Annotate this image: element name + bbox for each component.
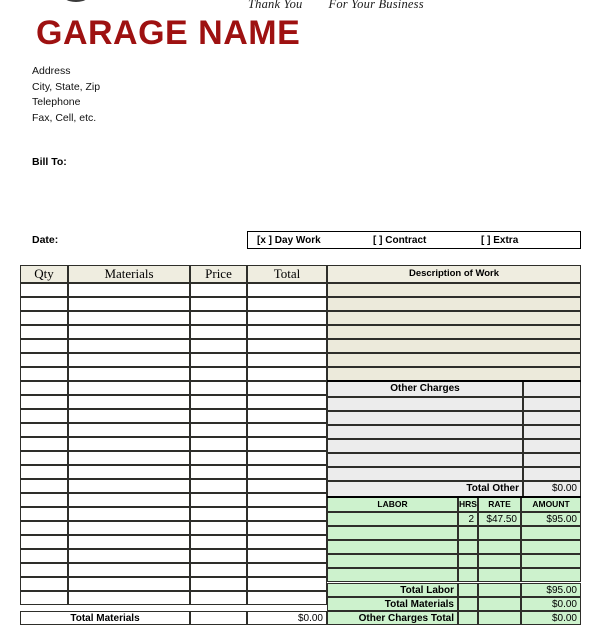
labor-rate-cell[interactable] — [478, 540, 521, 554]
left-total-materials-price-cell — [190, 611, 247, 625]
rate-column-header: RATE — [478, 497, 521, 512]
body-cell-qty[interactable] — [20, 465, 68, 479]
contract-checkbox[interactable]: [ ] — [373, 235, 383, 246]
tagline-right: For Your Business — [328, 0, 424, 11]
body-cell-price[interactable] — [190, 353, 247, 367]
body-cell-total[interactable] — [247, 451, 327, 465]
address-block — [32, 64, 100, 126]
date-label: Date: — [32, 234, 59, 246]
body-cell-price[interactable] — [190, 325, 247, 339]
body-cell-total[interactable] — [247, 521, 327, 535]
body-cell-price[interactable] — [190, 591, 247, 605]
body-cell-qty[interactable] — [20, 297, 68, 311]
body-cell-total[interactable] — [247, 493, 327, 507]
body-cell-price[interactable] — [190, 339, 247, 353]
left-total-materials-value: $0.00 — [247, 611, 327, 625]
left-total-materials-label: Total Materials — [20, 611, 190, 625]
labor-hrs-cell[interactable] — [458, 568, 478, 582]
body-cell-price[interactable] — [190, 437, 247, 451]
amount-column-header: AMOUNT — [521, 497, 581, 512]
body-cell-materials[interactable] — [68, 493, 190, 507]
other-charges-title: Other Charges — [327, 381, 523, 397]
total-materials-rate-cell — [478, 597, 521, 611]
other-charges-desc-cell[interactable] — [327, 439, 523, 453]
labor-hrs-cell[interactable] — [458, 540, 478, 554]
labor-hrs-cell[interactable] — [458, 526, 478, 540]
body-cell-price[interactable] — [190, 563, 247, 577]
body-cell-qty[interactable] — [20, 437, 68, 451]
body-cell-price[interactable] — [190, 451, 247, 465]
body-cell-total[interactable] — [247, 465, 327, 479]
body-cell-qty[interactable] — [20, 577, 68, 591]
body-cell-materials[interactable] — [68, 577, 190, 591]
body-cell-qty[interactable] — [20, 353, 68, 367]
body-cell-qty[interactable] — [20, 409, 68, 423]
body-cell-qty[interactable] — [20, 563, 68, 577]
other-charges-amount-cell[interactable] — [523, 397, 581, 411]
body-cell-total[interactable] — [247, 367, 327, 381]
labor-rate-cell[interactable] — [478, 554, 521, 568]
description-cell[interactable] — [327, 353, 581, 367]
separator-other-charges — [327, 380, 581, 382]
body-cell-price[interactable] — [190, 521, 247, 535]
extra-checkbox[interactable]: [ ] — [481, 235, 491, 246]
body-cell-materials[interactable] — [68, 311, 190, 325]
body-cell-materials[interactable] — [68, 563, 190, 577]
other-charges-amount-cell[interactable] — [523, 411, 581, 425]
body-cell-total[interactable] — [247, 297, 327, 311]
description-cell[interactable] — [327, 311, 581, 325]
body-cell-materials[interactable] — [68, 479, 190, 493]
body-cell-materials[interactable] — [68, 395, 190, 409]
body-cell-price[interactable] — [190, 423, 247, 437]
total-other-label: Total Other — [327, 481, 523, 497]
body-cell-price[interactable] — [190, 311, 247, 325]
description-cell[interactable] — [327, 297, 581, 311]
thank-you-tagline — [248, 0, 578, 12]
total-labor-label: Total Labor — [327, 583, 458, 597]
body-cell-total[interactable] — [247, 283, 327, 297]
body-cell-total[interactable] — [247, 577, 327, 591]
labor-rate-cell[interactable] — [478, 568, 521, 582]
body-cell-qty[interactable] — [20, 325, 68, 339]
body-cell-materials[interactable] — [68, 339, 190, 353]
other-charges-amount-cell[interactable] — [523, 439, 581, 453]
body-cell-qty[interactable] — [20, 311, 68, 325]
labor-amount-cell[interactable] — [521, 540, 581, 554]
body-cell-price[interactable] — [190, 507, 247, 521]
bill-to-label: Bill To: — [32, 156, 67, 168]
day-work-label: Day Work — [274, 235, 321, 246]
body-cell-materials[interactable] — [68, 465, 190, 479]
labor-description-cell[interactable] — [327, 554, 458, 568]
body-cell-total[interactable] — [247, 311, 327, 325]
other-charges-desc-cell[interactable] — [327, 411, 523, 425]
labor-amount-cell[interactable] — [521, 526, 581, 540]
other-charges-total-rate-cell — [478, 611, 521, 625]
labor-amount-cell[interactable]: $95.00 — [521, 512, 581, 526]
body-cell-total[interactable] — [247, 423, 327, 437]
body-cell-qty[interactable] — [20, 381, 68, 395]
work-type-day-work[interactable] — [257, 235, 321, 246]
body-cell-materials[interactable] — [68, 325, 190, 339]
other-charges-amount-cell[interactable] — [523, 425, 581, 439]
body-cell-total[interactable] — [247, 549, 327, 563]
total-other-value: $0.00 — [523, 481, 581, 497]
work-type-extra[interactable] — [481, 235, 518, 246]
column-header-total: Total — [247, 265, 327, 283]
labor-amount-cell[interactable] — [521, 568, 581, 582]
address-line: Telephone — [32, 96, 81, 108]
other-charges-total-hrs-cell — [458, 611, 478, 625]
body-cell-materials[interactable] — [68, 423, 190, 437]
other-charges-desc-cell[interactable] — [327, 425, 523, 439]
labor-description-cell[interactable] — [327, 526, 458, 540]
body-cell-price[interactable] — [190, 367, 247, 381]
body-cell-total[interactable] — [247, 507, 327, 521]
body-cell-total[interactable] — [247, 535, 327, 549]
body-cell-qty[interactable] — [20, 549, 68, 563]
body-cell-qty[interactable] — [20, 535, 68, 549]
body-cell-materials[interactable] — [68, 549, 190, 563]
body-cell-qty[interactable] — [20, 395, 68, 409]
other-charges-amount-cell[interactable] — [523, 467, 581, 481]
body-cell-price[interactable] — [190, 297, 247, 311]
total-labor-value: $95.00 — [521, 583, 581, 597]
body-cell-price[interactable] — [190, 549, 247, 563]
body-cell-qty[interactable] — [20, 423, 68, 437]
body-cell-qty[interactable] — [20, 339, 68, 353]
body-cell-price[interactable] — [190, 465, 247, 479]
description-cell[interactable] — [327, 339, 581, 353]
total-labor-hrs-cell — [458, 583, 478, 597]
body-cell-materials[interactable] — [68, 353, 190, 367]
body-cell-materials[interactable] — [68, 409, 190, 423]
address-line: Address — [32, 65, 71, 77]
body-cell-total[interactable] — [247, 437, 327, 451]
column-header-description: Description of Work — [327, 265, 581, 283]
body-cell-qty[interactable] — [20, 591, 68, 605]
address-line: City, State, Zip — [32, 80, 101, 93]
body-cell-materials[interactable] — [68, 437, 190, 451]
body-cell-total[interactable] — [247, 395, 327, 409]
total-labor-rate-cell — [478, 583, 521, 597]
body-cell-materials[interactable] — [68, 591, 190, 605]
separator-labor — [327, 496, 581, 498]
body-cell-total[interactable] — [247, 325, 327, 339]
body-cell-materials[interactable] — [68, 507, 190, 521]
labor-hrs-cell[interactable]: 2 — [458, 512, 478, 526]
body-cell-price[interactable] — [190, 395, 247, 409]
body-cell-total[interactable] — [247, 339, 327, 353]
other-charges-desc-cell[interactable] — [327, 397, 523, 411]
labor-hrs-cell[interactable] — [458, 554, 478, 568]
garage-logo — [46, 0, 156, 14]
body-cell-qty[interactable] — [20, 367, 68, 381]
other-charges-amount-cell[interactable] — [523, 453, 581, 467]
description-cell[interactable] — [327, 283, 581, 297]
contract-label: Contract — [385, 235, 427, 246]
body-cell-total[interactable] — [247, 563, 327, 577]
tagline-left: Thank You — [248, 0, 303, 11]
description-cell[interactable] — [327, 367, 581, 381]
work-type-box — [247, 231, 581, 249]
body-cell-materials[interactable] — [68, 297, 190, 311]
body-cell-price[interactable] — [190, 479, 247, 493]
body-cell-price[interactable] — [190, 381, 247, 395]
labor-description-cell[interactable] — [327, 512, 458, 526]
labor-rate-cell[interactable] — [478, 526, 521, 540]
company-name: GARAGE NAME — [36, 14, 301, 52]
body-cell-price[interactable] — [190, 409, 247, 423]
body-cell-total[interactable] — [247, 591, 327, 605]
body-cell-qty[interactable] — [20, 283, 68, 297]
body-cell-price[interactable] — [190, 535, 247, 549]
body-cell-price[interactable] — [190, 577, 247, 591]
body-cell-materials[interactable] — [68, 381, 190, 395]
labor-column-header: LABOR — [327, 497, 458, 512]
body-cell-materials[interactable] — [68, 535, 190, 549]
body-cell-total[interactable] — [247, 353, 327, 367]
body-cell-qty[interactable] — [20, 521, 68, 535]
address-line: Fax, Cell, etc. — [32, 111, 97, 124]
other-charges-total-value: $0.00 — [521, 611, 581, 625]
body-cell-total[interactable] — [247, 409, 327, 423]
column-header-materials: Materials — [68, 265, 190, 283]
invoice-table — [20, 265, 581, 624]
other-charges-desc-cell[interactable] — [327, 453, 523, 467]
day-work-checkbox[interactable]: [x ] — [257, 235, 272, 246]
extra-label: Extra — [493, 235, 519, 246]
body-cell-materials[interactable] — [68, 451, 190, 465]
body-cell-price[interactable] — [190, 283, 247, 297]
body-cell-qty[interactable] — [20, 493, 68, 507]
body-cell-price[interactable] — [190, 493, 247, 507]
body-cell-materials[interactable] — [68, 521, 190, 535]
body-cell-materials[interactable] — [68, 367, 190, 381]
description-cell[interactable] — [327, 325, 581, 339]
total-materials-hrs-cell — [458, 597, 478, 611]
column-header-price: Price — [190, 265, 247, 283]
body-cell-qty[interactable] — [20, 507, 68, 521]
work-type-contract[interactable] — [373, 235, 426, 246]
other-charges-title-amount — [523, 381, 581, 397]
labor-rate-cell[interactable]: $47.50 — [478, 512, 521, 526]
total-materials-value: $0.00 — [521, 597, 581, 611]
labor-description-cell[interactable] — [327, 540, 458, 554]
labor-amount-cell[interactable] — [521, 554, 581, 568]
body-cell-total[interactable] — [247, 479, 327, 493]
column-header-qty: Qty — [20, 265, 68, 283]
body-cell-qty[interactable] — [20, 479, 68, 493]
labor-description-cell[interactable] — [327, 568, 458, 582]
other-charges-desc-cell[interactable] — [327, 467, 523, 481]
body-cell-qty[interactable] — [20, 451, 68, 465]
hrs-column-header: HRS — [458, 497, 478, 512]
other-charges-total-label: Other Charges Total — [327, 611, 458, 625]
total-materials-label: Total Materials — [327, 597, 458, 611]
body-cell-materials[interactable] — [68, 283, 190, 297]
body-cell-total[interactable] — [247, 381, 327, 395]
